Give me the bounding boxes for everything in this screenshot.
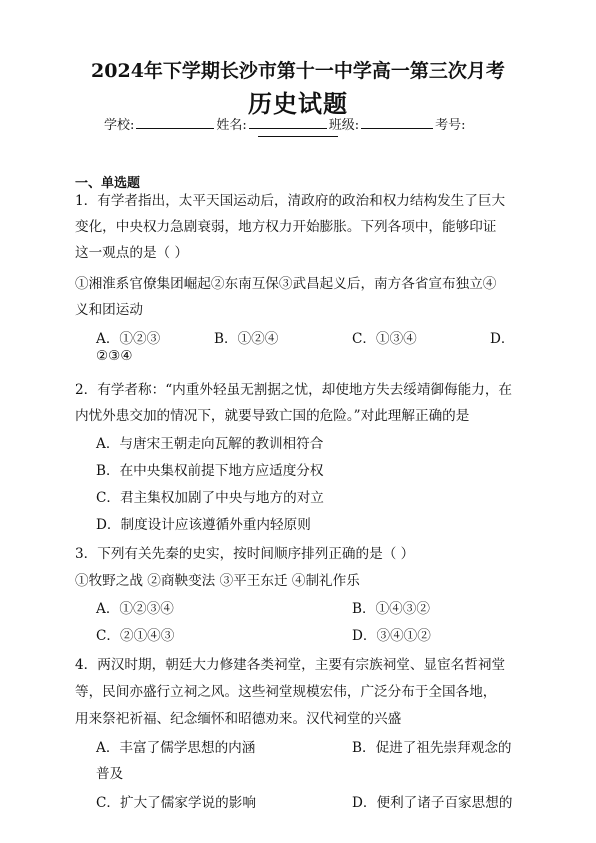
exam-no-blank[interactable] xyxy=(258,135,338,137)
q3-line-1: 3．下列有关先秦的史实，按时间顺序排列正确的是（ ） xyxy=(75,546,415,562)
q2-option-b[interactable]: B．在中央集权前提下地方应适度分权 xyxy=(96,463,324,479)
q4-line-1: 4．两汉时期，朝廷大力修建各类祠堂，主要有宗族祠堂、显宦名哲祠堂 xyxy=(75,657,506,673)
q1-option-b[interactable]: B．①②④ xyxy=(214,331,279,347)
q1-line-2: 变化，中央权力急剧衰弱，地方权力开始膨胀。下列各项中，能够印证 xyxy=(75,219,497,235)
section-title: 一、单选题 xyxy=(75,176,141,191)
q1-line-4: ①湘淮系官僚集团崛起②东南互保③武昌起义后，南方各省宣布独立④ xyxy=(75,276,497,292)
name-label: 姓名: xyxy=(216,118,247,133)
q4-option-d[interactable]: D．便利了诸子百家思想的 xyxy=(352,795,513,811)
class-label: 班级: xyxy=(328,118,360,133)
q3-option-a[interactable]: A．①②③④ xyxy=(96,601,174,617)
name-blank[interactable] xyxy=(249,117,327,129)
q3-option-c[interactable]: C．②①④③ xyxy=(96,628,175,644)
q1-line-1: 1．有学者指出，太平天国运动后，清政府的政治和权力结构发生了巨大 xyxy=(75,193,506,209)
q3-line-2: ①牧野之战 ②商鞅变法 ③平王东迁 ④制礼作乐 xyxy=(75,573,360,589)
q2-option-a[interactable]: A．与唐宋王朝走向瓦解的教训相符合 xyxy=(96,436,324,452)
q4-line-3: 用来祭祀祈福、纪念缅怀和昭德劝来。汉代祠堂的兴盛 xyxy=(75,711,402,727)
q1-option-a[interactable]: A．①②③ xyxy=(96,331,161,347)
exam-title: 2024年下学期长沙市第十一中学高一第三次月考 xyxy=(91,60,505,82)
q2-line-1: 2．有学者称：“内重外轻虽无割据之忧，却使地方失去绥靖御侮能力，在 xyxy=(75,382,513,398)
q4-option-c[interactable]: C．扩大了儒家学说的影响 xyxy=(96,795,256,811)
q1-line-5: 义和团运动 xyxy=(75,302,143,318)
q4-option-b[interactable]: B．促进了祖先崇拜观念的 xyxy=(352,740,512,756)
q1-option-d[interactable]: D． xyxy=(490,331,515,347)
q3-option-d[interactable]: D．③④①② xyxy=(352,628,431,644)
school-blank[interactable] xyxy=(136,117,214,129)
q4-line-2: 等，民间亦盛行立祠之风。这些祠堂规模宏伟，广泛分布于全国各地， xyxy=(75,684,497,700)
exam-subtitle: 历史试题 xyxy=(248,89,348,118)
school-label: 学校: xyxy=(104,118,135,133)
student-info-row xyxy=(104,114,466,133)
q2-option-d[interactable]: D．制度设计应该遵循外重内轻原则 xyxy=(96,517,311,533)
q2-option-c[interactable]: C．君主集权加剧了中央与地方的对立 xyxy=(96,490,324,506)
class-blank[interactable] xyxy=(361,117,433,129)
q2-line-2: 内忧外患交加的情况下，就要导致亡国的危险。”对此理解正确的是 xyxy=(75,408,470,424)
q3-option-b[interactable]: B．①④③② xyxy=(352,601,430,617)
q4-option-b-wrap: 普及 xyxy=(96,766,124,782)
exam-no-label: 考号: xyxy=(435,118,466,133)
q1-option-c[interactable]: C．①③④ xyxy=(352,331,417,347)
q1-line-3: 这一观点的是（ ） xyxy=(75,245,189,261)
q1-option-d-value: ②③④ xyxy=(96,348,133,364)
q4-option-a[interactable]: A．丰富了儒学思想的内涵 xyxy=(96,740,256,756)
